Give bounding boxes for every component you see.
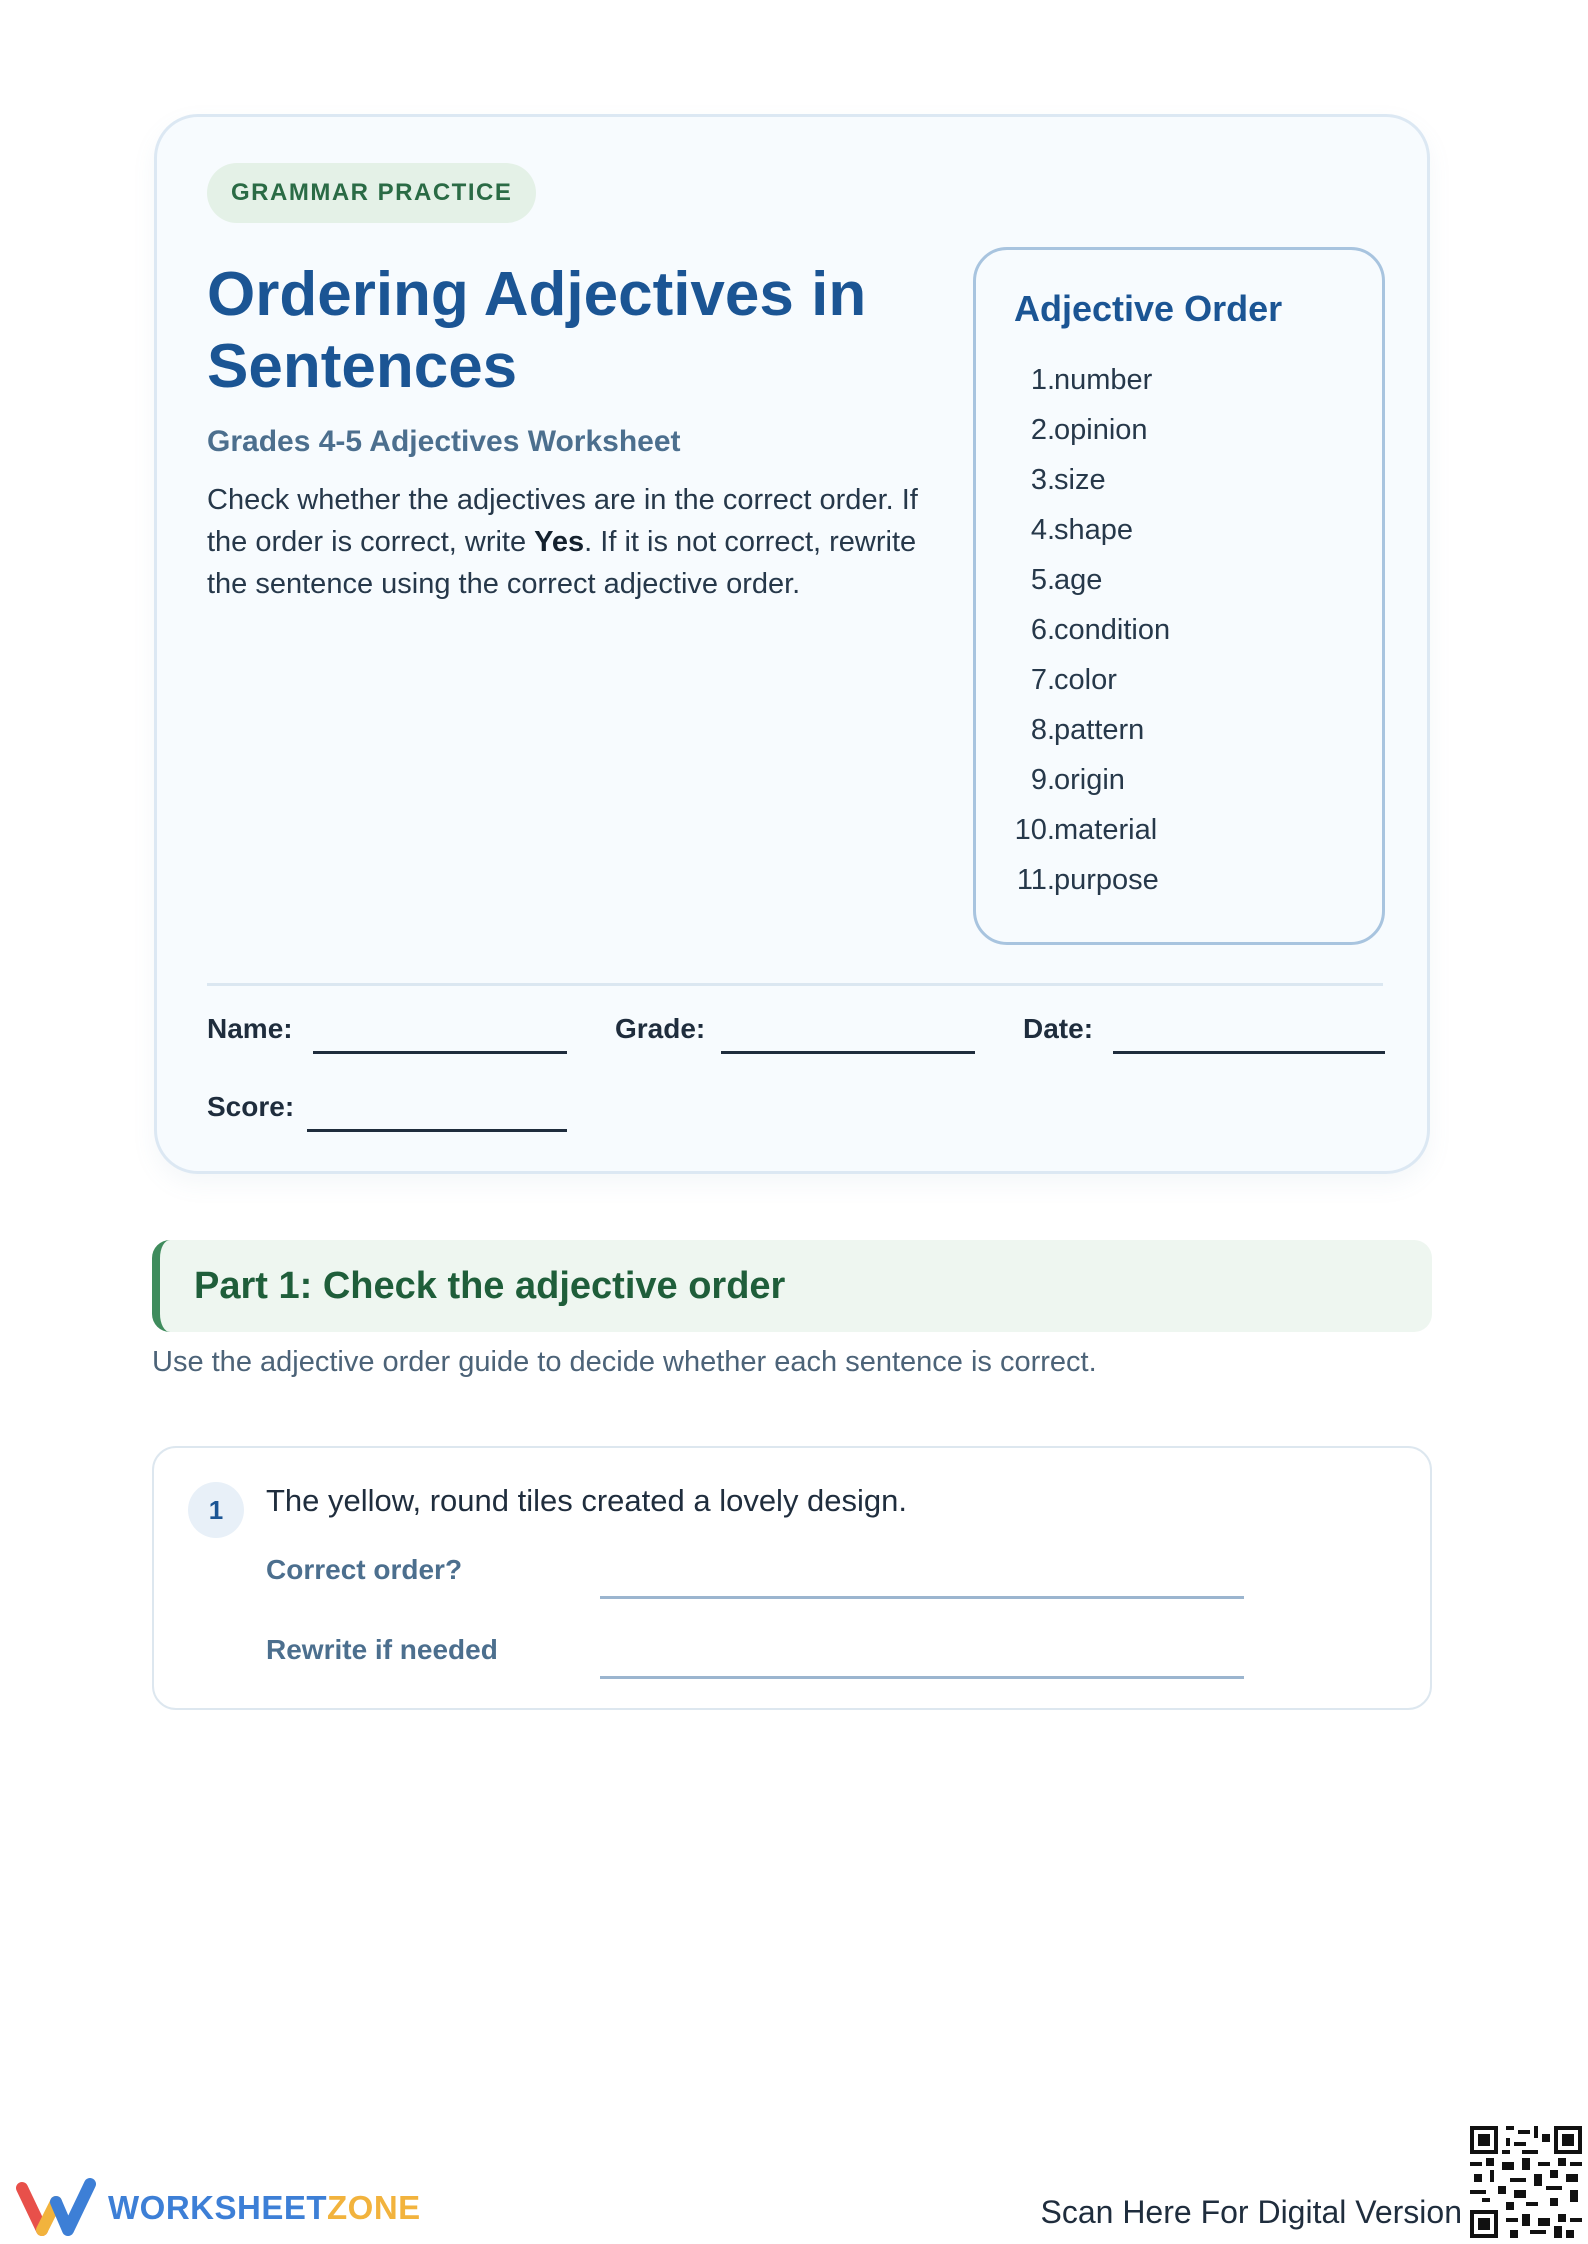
adjective-order-title: Adjective Order [1014,288,1283,329]
part1-title: Part 1: Check the adjective order [194,1265,786,1307]
brand-name-part2: ZONE [327,2189,421,2226]
list-item-number: 5. [1030,564,1055,596]
list-item-number: 2. [1030,414,1055,446]
list-item-label: purpose [1054,864,1159,896]
grade-line[interactable] [721,1051,975,1054]
list-item-label: condition [1054,614,1171,646]
date-line[interactable] [1113,1051,1385,1054]
list-item-number: 8. [1030,714,1055,746]
correct-order-answer-line[interactable] [600,1596,1244,1599]
list-item-label: color [1054,664,1117,696]
question-card [152,1446,1432,1710]
qr-code-icon[interactable] [1470,2126,1582,2238]
part1-header [152,1240,1432,1332]
correct-order-label: Correct order? [266,1554,463,1585]
score-line[interactable] [307,1129,567,1132]
page-title: Ordering Adjectives in Sentences [207,260,867,401]
brand-name-part1: WORKSHEET [108,2189,327,2226]
list-item-label: number [1054,364,1153,396]
instructions-keyword: Yes [534,526,585,558]
list-item-label: opinion [1054,414,1148,446]
worksheet-header-card [154,114,1430,1174]
grade-label: Grade: [615,1013,706,1044]
list-item-number: 3. [1030,464,1055,496]
part1-description: Use the adjective order guide to decide whether each sentence is correct. [152,1346,1097,1378]
instructions-text-end: . If it is not correct, rewrite the sentence using the correct adjective order. [207,526,917,600]
worksheet-subtitle: Grades 4-5 Adjectives Worksheet [207,425,681,458]
worksheetzone-logo-icon [16,2178,96,2236]
list-item-label: shape [1054,514,1134,546]
list-item-number: 1. [1030,364,1055,396]
list-item-number: 4. [1030,514,1055,546]
list-item-label: material [1054,814,1158,846]
list-item-number: 6. [1030,614,1055,646]
question-number: 1 [188,1482,244,1538]
list-item-number: 10. [1014,814,1055,846]
header-divider [207,983,1383,986]
list-item-number: 7. [1030,664,1055,696]
question-sentence: The yellow, round tiles created a lovely design. [266,1483,908,1518]
category-badge: GRAMMAR PRACTICE [207,163,536,223]
score-label: Score: [207,1091,295,1122]
brand-name [108,2188,421,2228]
list-item-number: 9. [1030,764,1055,796]
list-item-number: 11. [1016,864,1055,896]
list-item-label: age [1054,564,1103,596]
name-line[interactable] [313,1051,567,1054]
list-item-label: origin [1054,764,1125,796]
adjective-order-box [973,247,1385,945]
name-label: Name: [207,1013,293,1044]
scan-instruction: Scan Here For Digital Version [1040,2194,1462,2230]
rewrite-answer-line[interactable] [600,1676,1244,1679]
list-item-label: size [1054,464,1106,496]
instructions-text-start: Check whether the adjectives are in the correct order. If the order is correct, write [207,484,918,558]
date-label: Date: [1023,1013,1094,1044]
rewrite-label: Rewrite if needed [266,1634,498,1665]
instructions [207,479,927,605]
list-item-label: pattern [1054,714,1145,746]
